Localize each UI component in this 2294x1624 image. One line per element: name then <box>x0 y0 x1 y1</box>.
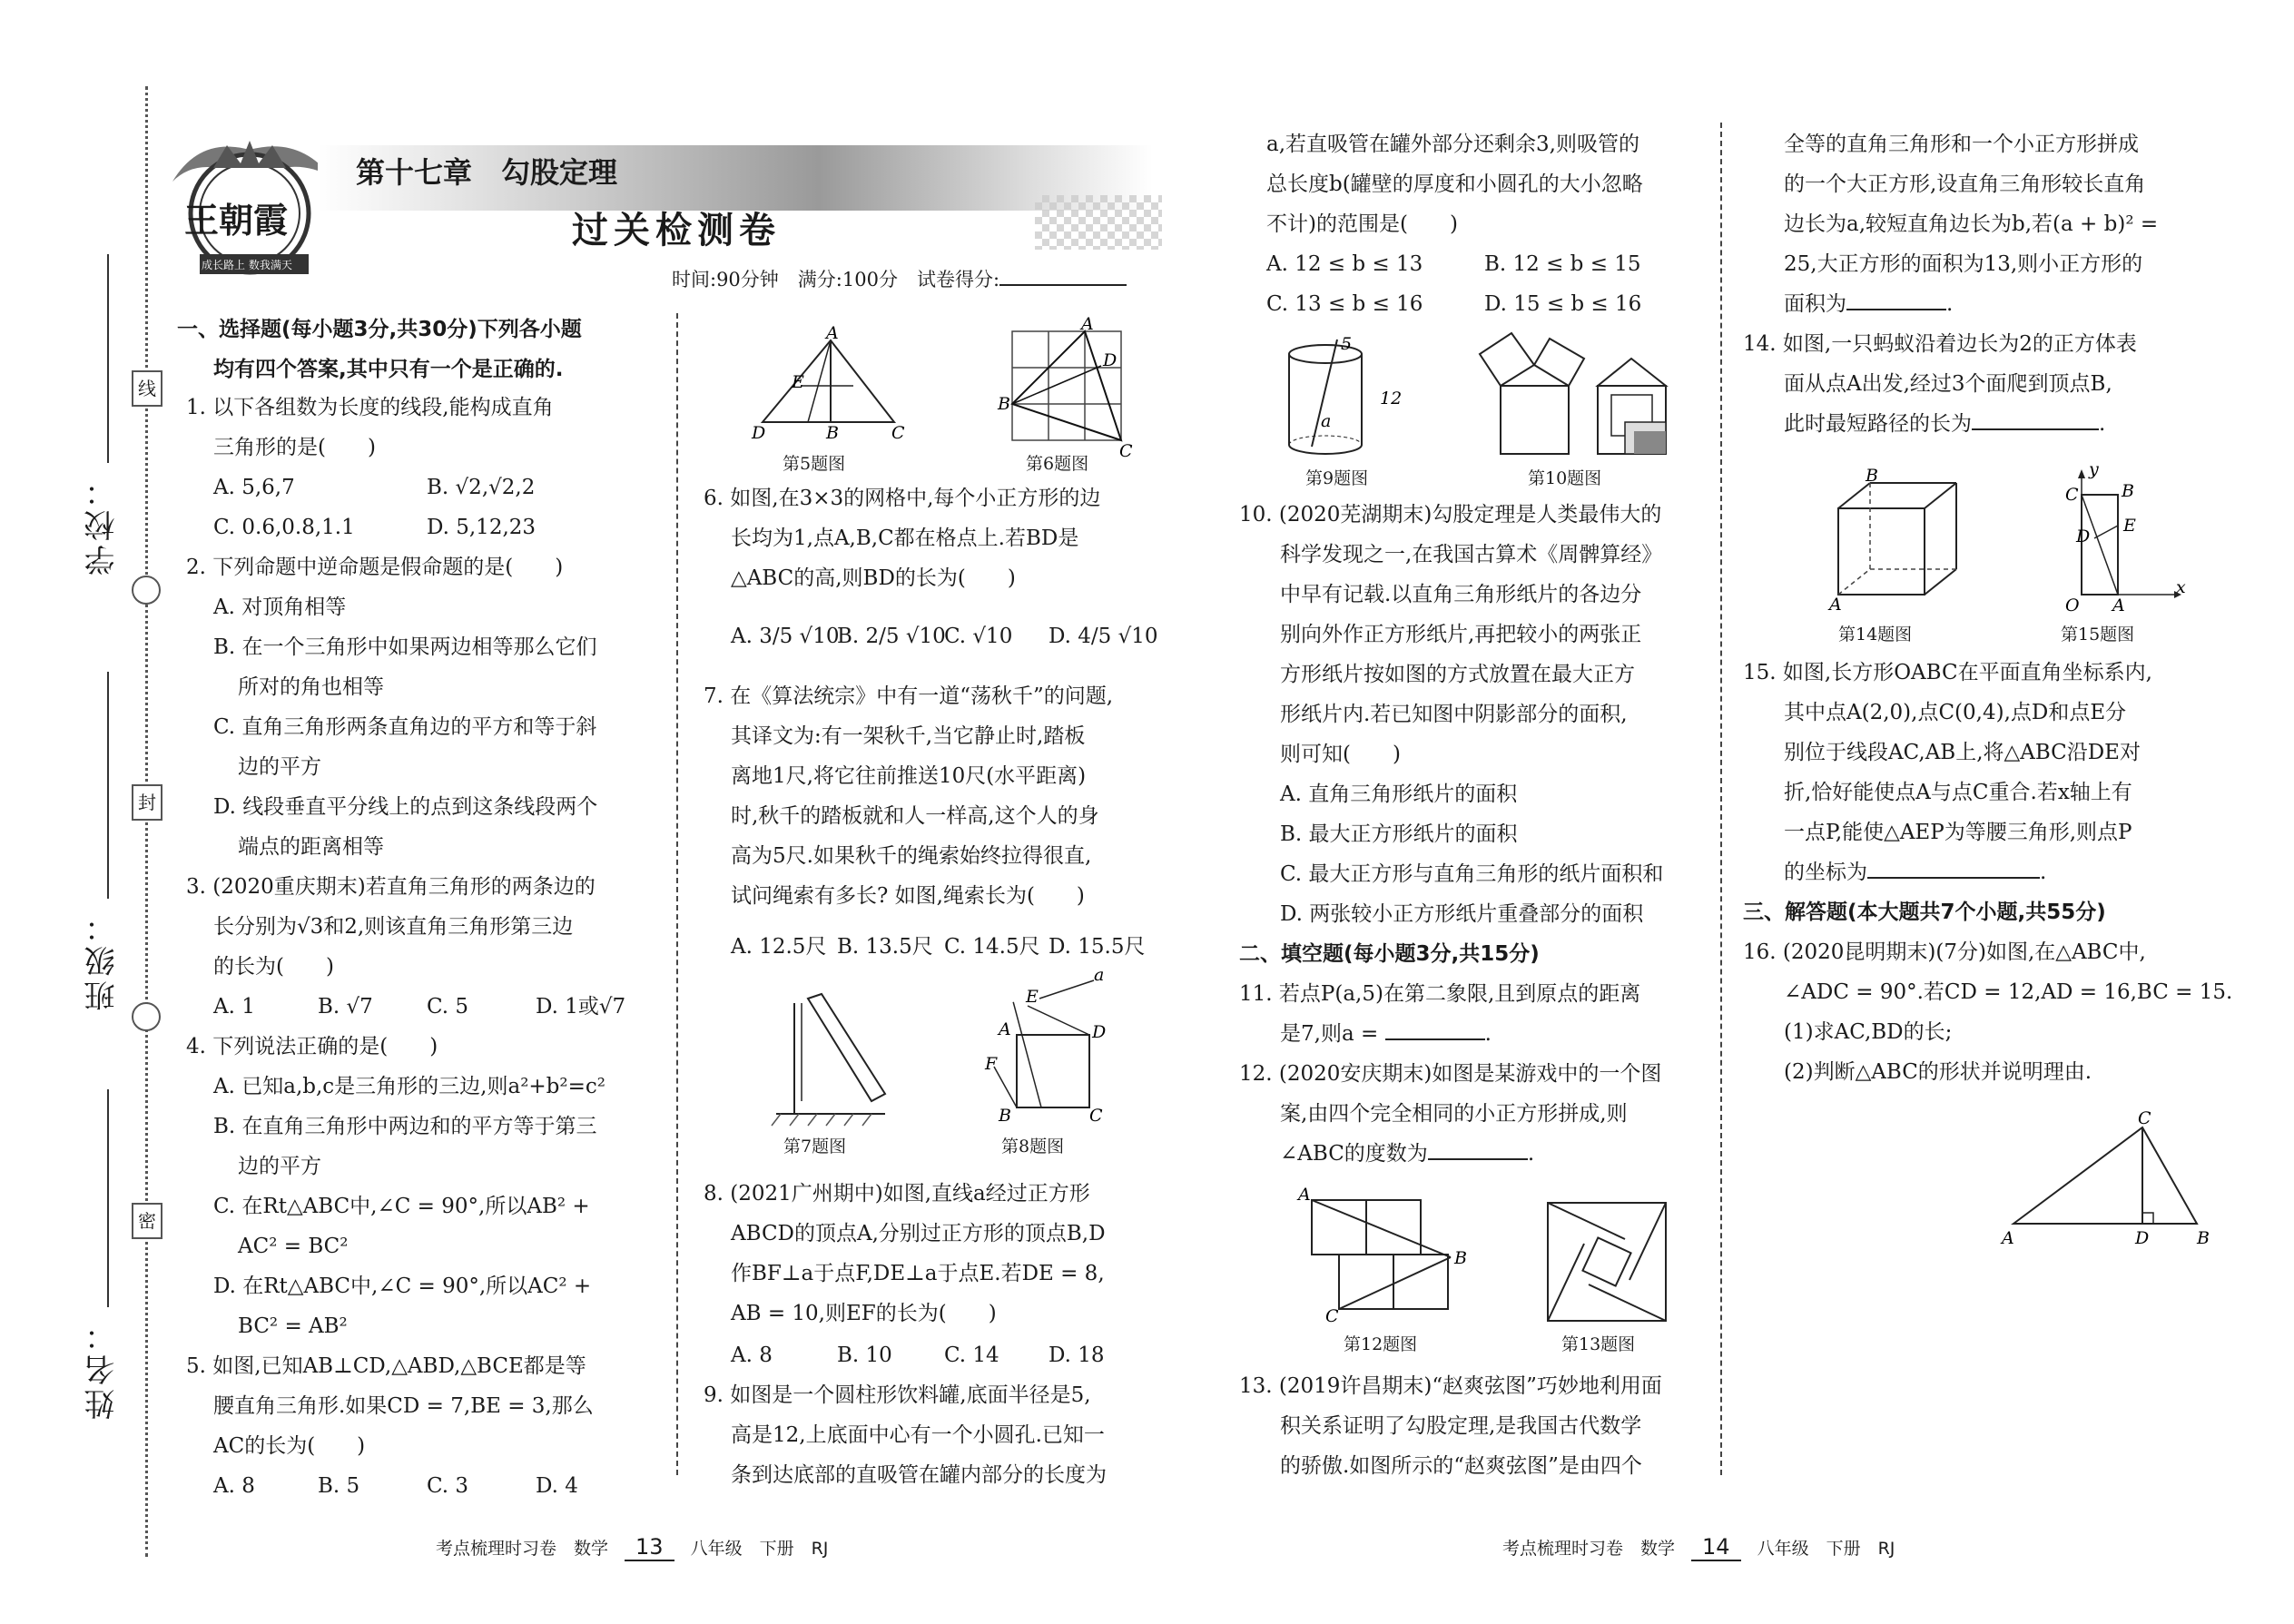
option[interactable]: B. 5 <box>318 1474 360 1498</box>
figure-caption: 第15题图 <box>2061 625 2135 645</box>
question-text: 其中点A(2,0),点C(0,4),点D和点E分 <box>1784 701 2127 724</box>
question-text: AC的长为( ) <box>213 1434 366 1458</box>
svg-text:A: A <box>1081 314 1094 334</box>
school-label: 学校： <box>84 472 121 576</box>
svg-text:A: A <box>2112 595 2125 615</box>
question-text: △ABC的高,则BD的长为( ) <box>731 566 1016 590</box>
option-cont: 边的平方 <box>238 1155 321 1178</box>
option[interactable]: C. 最大正方形与直角三角形的纸片面积和 <box>1280 862 1664 886</box>
svg-text:x: x <box>2176 577 2186 597</box>
answer-blank[interactable] <box>1385 1038 1485 1040</box>
svg-text:B: B <box>2122 481 2134 501</box>
page-number: 13 <box>625 1534 674 1561</box>
exam-meta: 时间:90分钟 满分:100分 试卷得分: <box>672 265 1127 292</box>
figure-6 <box>998 314 1133 461</box>
option[interactable]: A. 对顶角相等 <box>213 595 347 619</box>
figure-caption: 第13题图 <box>1561 1334 1636 1354</box>
question-text: 13. (2019许昌期末)“赵爽弦图”巧妙地利用面 <box>1239 1374 1662 1398</box>
binding-ring-icon <box>132 576 161 605</box>
question-text: 长均为1,点A,B,C都在格点上.若BD是 <box>731 527 1079 550</box>
svg-text:D: D <box>2135 1228 2150 1248</box>
name-field[interactable] <box>107 1089 109 1307</box>
option[interactable]: D. 1或√7 <box>536 995 626 1019</box>
option[interactable]: C. 3 <box>427 1474 469 1498</box>
option[interactable]: D. 两张较小正方形纸片重叠部分的面积 <box>1280 902 1644 926</box>
binding-margin <box>0 0 182 1624</box>
question-text: 三角形的是( ) <box>213 436 376 459</box>
svg-text:A: A <box>999 1019 1011 1039</box>
question-text: 4. 下列说法正确的是( ) <box>186 1035 438 1058</box>
svg-text:C: C <box>2065 485 2079 505</box>
footer-left: 考点梳理时习卷 数学 13 八年级 下册 RJ <box>436 1534 829 1560</box>
svg-text:B: B <box>2197 1228 2210 1248</box>
figure-16 <box>1997 1108 2215 1253</box>
question-text: (2)判断△ABC的形状并说明理由. <box>1784 1060 2092 1084</box>
question-text: 5. 如图,已知AB⊥CD,△ABD,△BCE都是等 <box>186 1354 586 1378</box>
figure-caption: 第12题图 <box>1344 1334 1418 1354</box>
option[interactable]: A. 1 <box>213 995 255 1019</box>
binding-tag-feng: 封 <box>132 784 162 821</box>
option-cont: 所对的角也相等 <box>238 675 384 699</box>
question-text: 25,大正方形的面积为13,则小正方形的 <box>1784 252 2143 276</box>
question-text: 9. 如图是一个圆柱形饮料罐,底面半径是5, <box>704 1383 1091 1407</box>
question-text: 的坐标为 . <box>1784 861 2047 884</box>
question-text: 离地1尺,将它往前推送10尺(水平距离) <box>731 764 1087 788</box>
svg-text:B: B <box>1866 466 1878 486</box>
logo-text: 王朝霞 <box>184 200 289 241</box>
option[interactable]: C. 5 <box>427 995 469 1019</box>
question-text: 科学发现之一,在我国古算术《周髀算经》 <box>1280 543 1663 566</box>
section-heading: 均有四个答案,其中只有一个是正确的. <box>213 358 564 381</box>
column-divider <box>676 313 678 1475</box>
question-text: 的长为( ) <box>213 955 334 979</box>
question-text: 案,由四个完全相同的小正方形拼成,则 <box>1280 1102 1628 1126</box>
section-heading: 二、填空题(每小题3分,共15分) <box>1239 942 1540 966</box>
svg-text:E: E <box>2123 516 2136 536</box>
question-text: 面从点A出发,经过3个面爬到顶点B, <box>1784 372 2112 396</box>
option[interactable]: C. 0.6,0.8,1.1 <box>213 516 355 539</box>
question-text: ∠ADC = 90°.若CD = 12,AD = 16,BC = 15. <box>1784 980 2233 1004</box>
question-text: 边长为a,较短直角边长为b,若(a + b)² = <box>1784 212 2159 236</box>
svg-text:D: D <box>1103 350 1117 370</box>
chapter-title: 第十七章 勾股定理 <box>356 155 618 190</box>
question-text: 别向外作正方形纸片,再把较小的两张正 <box>1280 623 1642 646</box>
svg-text:B: B <box>826 423 839 443</box>
question-text: 12. (2020安庆期末)如图是某游戏中的一个图 <box>1239 1062 1662 1086</box>
svg-text:B: B <box>998 394 1010 414</box>
header-checker-pattern <box>1035 195 1162 250</box>
question-text: 6. 如图,在3×3的网格中,每个小正方形的边 <box>704 487 1101 510</box>
figure-caption: 第5题图 <box>783 454 846 474</box>
answer-blank[interactable] <box>1972 428 2099 430</box>
svg-text:E: E <box>792 372 804 392</box>
svg-text:y: y <box>2089 459 2099 479</box>
option[interactable]: D. 4 <box>536 1474 578 1498</box>
svg-text:A: A <box>826 323 839 343</box>
svg-text:C: C <box>1119 441 1133 461</box>
question-text: 中早有记载.以直角三角形纸片的各边分 <box>1280 583 1642 606</box>
question-text: a,若直吸管在罐外部分还剩余3,则吸管的 <box>1266 133 1639 156</box>
question-text: 全等的直角三角形和一个小正方形拼成 <box>1784 133 2139 156</box>
figure-12 <box>1298 1185 1489 1326</box>
question-text: 总长度b(罐壁的厚度和小圆孔的大小忽略 <box>1266 172 1643 196</box>
figure-caption: 第9题图 <box>1305 468 1369 488</box>
question-text: 一点P,能使△AEP为等腰三角形,则点P <box>1784 821 2132 844</box>
option[interactable]: B. √7 <box>318 995 373 1019</box>
option[interactable]: B. 12 ≤ b ≤ 15 <box>1484 252 1641 276</box>
option[interactable]: A. 8 <box>731 1343 773 1367</box>
section-heading: 三、解答题(本大题共7个小题,共55分) <box>1743 901 2106 924</box>
question-text: 形纸片内.若已知图中阴影部分的面积, <box>1280 703 1628 726</box>
svg-text:C: C <box>1089 1106 1103 1126</box>
option[interactable]: A. 12 ≤ b ≤ 13 <box>1266 252 1423 276</box>
option[interactable]: C. 14.5尺 <box>944 935 1040 959</box>
column-divider <box>1720 123 1722 1475</box>
figure-7 <box>767 994 894 1130</box>
option[interactable]: B. 在直角三角形中两边和的平方等于第三 <box>213 1115 597 1138</box>
figure-8 <box>971 965 1126 1126</box>
question-text: 是7,则a = . <box>1280 1022 1492 1046</box>
question-text: ABCD的顶点A,分别过正方形的顶点B,D <box>731 1222 1106 1245</box>
name-label: 姓名： <box>84 1316 121 1420</box>
question-text: 8. (2021广州期中)如图,直线a经过正方形 <box>704 1182 1090 1206</box>
figure-13 <box>1543 1198 1670 1325</box>
svg-text:D: D <box>752 423 766 443</box>
option[interactable]: C. 在Rt△ABC中,∠C = 90°,所以AB² + <box>213 1195 590 1218</box>
question-text: 条到达底部的直吸管在罐内部分的长度为 <box>731 1463 1107 1487</box>
logo-motto: 成长路上 数我满天 <box>202 259 292 271</box>
svg-text:A: A <box>1298 1185 1311 1205</box>
figure-caption: 第14题图 <box>1838 625 1913 645</box>
svg-text:B: B <box>999 1106 1011 1126</box>
answer-blank[interactable] <box>1867 877 2040 879</box>
question-text: 面积为 . <box>1784 292 1954 316</box>
question-text: 7. 在《算法统宗》中有一道“荡秋千”的问题, <box>704 684 1114 708</box>
svg-text:12: 12 <box>1380 389 1403 408</box>
option[interactable]: D. 5,12,23 <box>427 516 537 539</box>
option[interactable]: A. 12.5尺 <box>731 935 827 959</box>
svg-text:B: B <box>1454 1248 1467 1268</box>
svg-text:a: a <box>1094 965 1105 985</box>
question-text: 14. 如图,一只蚂蚁沿着边长为2的正方体表 <box>1743 332 2137 356</box>
option[interactable]: D. 4/5 √10 <box>1049 625 1158 648</box>
figure-caption: 第10题图 <box>1528 468 1602 488</box>
question-text: 15. 如图,长方形OABC在平面直角坐标系内, <box>1743 661 2152 684</box>
question-text: ∠ABC的度数为 . <box>1280 1142 1535 1166</box>
question-text: 的一个大正方形,设直角三角形较长直角 <box>1784 172 2146 196</box>
svg-text:a: a <box>1321 411 1332 431</box>
question-text: 其译文为:有一架秋千,当它静止时,踏板 <box>731 724 1086 748</box>
class-field[interactable] <box>107 672 109 899</box>
binding-tag-mi: 密 <box>132 1203 162 1239</box>
binding-tag-xian: 线 <box>132 370 162 407</box>
svg-text:A: A <box>2002 1228 2014 1248</box>
question-text: 时,秋千的踏板就和人一样高,这个人的身 <box>731 804 1099 828</box>
option[interactable]: A. 5,6,7 <box>213 476 295 499</box>
question-text: 10. (2020芜湖期末)勾股定理是人类最伟大的 <box>1239 503 1662 527</box>
question-text: 试问绳索有多长? 如图,绳索长为( ) <box>731 884 1085 908</box>
svg-text:E: E <box>1026 987 1039 1007</box>
question-text: 的骄傲.如图所示的“赵爽弦图”是由四个 <box>1280 1454 1642 1478</box>
figure-9 <box>1275 336 1412 463</box>
question-text: 高为5尺.如果秋千的绳索始终拉得很直, <box>731 844 1092 868</box>
option[interactable]: B. √2,√2,2 <box>427 476 536 499</box>
option[interactable]: A. 直角三角形纸片的面积 <box>1280 782 1518 806</box>
figure-caption: 第8题图 <box>1001 1137 1065 1156</box>
option-cont: AC² = BC² <box>238 1235 349 1258</box>
svg-text:C: C <box>891 423 905 443</box>
question-text: 不计)的范围是( ) <box>1266 212 1458 236</box>
question-text: 此时最短路径的长为 . <box>1784 412 2106 436</box>
question-text: 3. (2020重庆期末)若直角三角形的两条边的 <box>186 875 596 899</box>
question-text: 11. 若点P(a,5)在第二象限,且到原点的距离 <box>1239 982 1641 1006</box>
svg-text:C: C <box>1325 1306 1339 1326</box>
question-text: 腰直角三角形.如果CD = 7,BE = 3,那么 <box>213 1394 594 1418</box>
question-text: (1)求AC,BD的长; <box>1784 1020 1953 1044</box>
question-text: 作BF⊥a于点F,DE⊥a于点E.若DE = 8, <box>731 1262 1105 1285</box>
option[interactable]: D. 线段垂直平分线上的点到这条线段两个 <box>213 795 598 819</box>
binding-dotted-line <box>145 86 148 1557</box>
option-cont: BC² = AB² <box>238 1314 348 1338</box>
option[interactable]: B. 13.5尺 <box>837 935 933 959</box>
question-text: 高是12,上底面中心有一个小圆孔.已知一 <box>731 1423 1105 1447</box>
option[interactable]: B. 最大正方形纸片的面积 <box>1280 822 1518 846</box>
answer-blank[interactable] <box>1428 1158 1528 1160</box>
school-field[interactable] <box>107 254 109 463</box>
option[interactable]: A. 已知a,b,c是三角形的三边,则a²+b²=c² <box>213 1075 606 1098</box>
option[interactable]: D. 18 <box>1049 1343 1105 1367</box>
svg-text:A: A <box>1829 595 1842 615</box>
question-text: 1. 以下各组数为长度的线段,能构成直角 <box>186 396 554 419</box>
figure-14 <box>1829 466 1965 615</box>
option[interactable]: B. 10 <box>837 1343 892 1367</box>
option[interactable]: D. 15 ≤ b ≤ 16 <box>1484 292 1642 316</box>
option[interactable]: C. 直角三角形两条直角边的平方和等于斜 <box>213 715 597 739</box>
figure-10 <box>1475 331 1684 458</box>
svg-text:C: C <box>2138 1108 2151 1128</box>
footer-right: 考点梳理时习卷 数学 14 八年级 下册 RJ <box>1502 1534 1895 1560</box>
page-number: 14 <box>1691 1534 1741 1561</box>
question-text: 折,恰好能使点A与点C重合.若x轴上有 <box>1784 781 2132 804</box>
svg-text:D: D <box>1092 1022 1107 1042</box>
option-cont: 边的平方 <box>238 755 321 779</box>
option-cont: 端点的距离相等 <box>238 835 384 859</box>
question-text: 积关系证明了勾股定理,是我国古代数学 <box>1280 1414 1642 1438</box>
answer-blank[interactable] <box>1846 309 1946 310</box>
option[interactable]: B. 2/5 √10 <box>837 625 946 648</box>
figure-15 <box>2056 459 2186 615</box>
question-text: 方形纸片按如图的方式放置在最大正方 <box>1280 663 1635 686</box>
question-text: 长分别为√3和2,则该直角三角形第三边 <box>213 915 574 939</box>
question-text: 2. 下列命题中逆命题是假命题的是( ) <box>186 556 564 579</box>
svg-text:F: F <box>985 1054 998 1074</box>
binding-ring-icon <box>132 1002 161 1031</box>
option[interactable]: A. 3/5 √10 <box>731 625 840 648</box>
figure-caption: 第7题图 <box>783 1137 847 1156</box>
option[interactable]: D. 15.5尺 <box>1049 935 1146 959</box>
question-text: 则可知( ) <box>1280 743 1401 766</box>
class-label: 班级： <box>84 908 121 1011</box>
svg-text:5: 5 <box>1341 334 1353 354</box>
question-text: AB = 10,则EF的长为( ) <box>731 1302 997 1325</box>
section-heading: 一、选择题(每小题3分,共30分)下列各小题 <box>177 318 582 341</box>
option[interactable]: A. 8 <box>213 1474 255 1498</box>
question-text: 16. (2020昆明期末)(7分)如图,在△ABC中, <box>1743 940 2146 964</box>
figure-5 <box>752 323 908 443</box>
figure-caption: 第6题图 <box>1026 454 1089 474</box>
option[interactable]: D. 在Rt△ABC中,∠C = 90°,所以AC² + <box>213 1275 592 1298</box>
svg-text:O: O <box>2065 595 2080 615</box>
option[interactable]: C. 13 ≤ b ≤ 16 <box>1266 292 1423 316</box>
score-blank[interactable] <box>999 284 1127 286</box>
page-title: 过关检测卷 <box>572 210 781 251</box>
option[interactable]: B. 在一个三角形中如果两边相等那么它们 <box>213 635 597 659</box>
option[interactable]: C. 14 <box>944 1343 999 1367</box>
option[interactable]: C. √10 <box>944 625 1013 648</box>
question-text: 别位于线段AC,AB上,将△ABC沿DE对 <box>1784 741 2141 764</box>
svg-text:D: D <box>2076 527 2091 546</box>
